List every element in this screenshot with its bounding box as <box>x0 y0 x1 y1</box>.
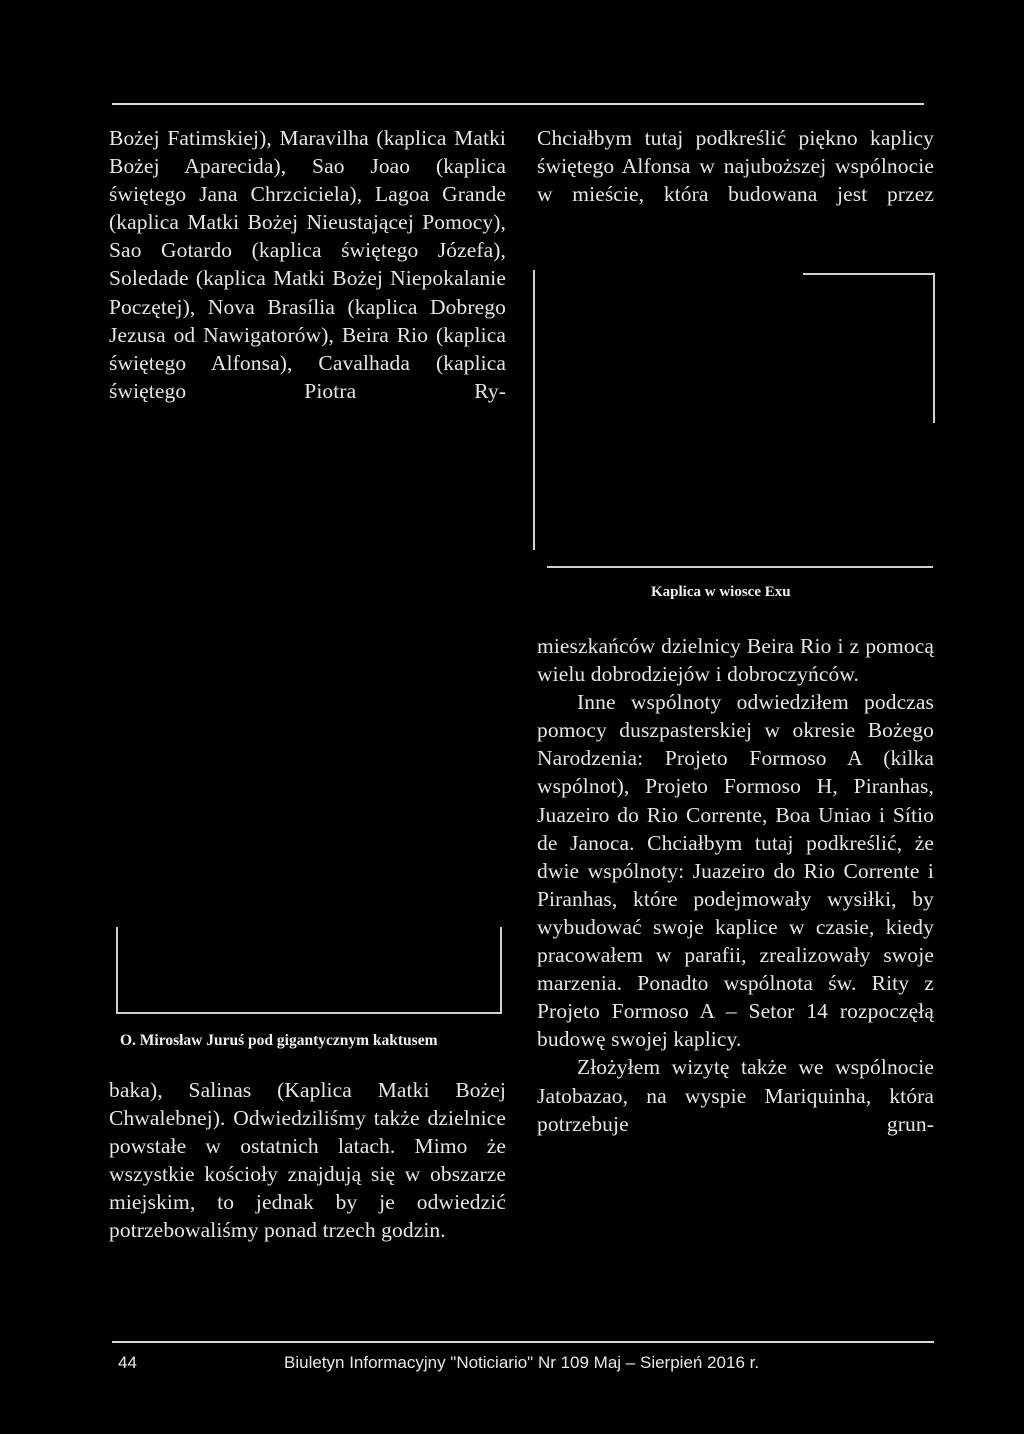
right-paragraph-1: mieszkańców dzielnicy Beira Rio i z pomocą wielu dobrodziejów i dobroczyńców. <box>537 634 934 687</box>
left-photo-caption: O. Mirosław Juruś pod gigantycznym kaktusem <box>120 1032 438 1049</box>
right-paragraph-3: Złożyłem wizytę także we wspólnocie Jatobazao, na wyspie Mariquinha, która potrzebuje grun- <box>537 1055 934 1136</box>
left-paragraph-bottom: baka), Salinas (Kaplica Matki Bożej Chwalebnej). Odwiedziliśmy także dzielnice powstałe w ostatnich latach. Mimo że wszystkie kościoły znajdują się w obszarze miejskim, to jednak by je odwiedzić potrzebowaliśmy ponad trzech godzin. <box>109 1078 506 1243</box>
right-photo-top-edge <box>803 273 935 275</box>
right-photo-caption: Kaplica w wiosce Exu <box>651 584 791 600</box>
left-paragraph-top: Bożej Fatimskiej), Maravilha (kaplica Matki Bożej Aparecida), Sao Joao (kaplica świętego Jana Chrzciciela), Lagoa Grande (kaplica Matki Bożej Nieustającej Pomocy), Sao Gotardo (kaplica świętego Józefa), Soledade (kaplica Matki Bożej Niepokalanie Poczętej), Nova Brasília (kaplica Dobrego Jezusa od Nawigatorów), Beira Rio (kaplica świętego Alfonsa), Cavalhada (kaplica świętego Piotra Ry- <box>109 126 506 403</box>
bottom-rule <box>112 1341 934 1343</box>
right-paragraph-top: Chciałbym tutaj podkreślić piękno kaplicy świętego Alfonsa w najuboższej wspólnocie w mieście, która budowana jest przez <box>537 126 934 207</box>
page-number: 44 <box>118 1353 137 1372</box>
footer-publication: Biuletyn Informacyjny "Noticiario" Nr 109 Maj – Sierpień 2016 r. <box>284 1353 760 1372</box>
right-column-top <box>537 124 934 208</box>
right-photo-left-edge <box>533 270 535 550</box>
top-rule <box>112 103 924 105</box>
right-paragraph-2: Inne wspólnoty odwiedziłem podczas pomocy duszpasterskiej w okresie Bożego Narodzenia: Projeto Formoso A (kilka wspólnot), Projeto Formoso H, Piranhas, Juazeiro do Rio Corrente, Boa Uniao i Sítio de Janoca. Chciałbym tutaj podkreślić, że dwie wspólnoty: Juazeiro do Rio Corrente i Piranhas, które podejmowały wysiłki, by wybudować swoje kaplice w czasie, kiedy pracowałem w parafii, zrealizowały swoje marzenia. Ponadto wspólnota św. Rity z Projeto Formoso A – Setor 14 rozpoczęłą budowę swojej kaplicy. <box>537 690 934 1052</box>
right-photo <box>533 270 937 570</box>
right-photo-bottom-edge <box>547 566 933 568</box>
right-photo-right-edge <box>933 273 935 423</box>
left-column <box>109 124 506 405</box>
right-column-bottom <box>537 632 934 1138</box>
left-photo <box>116 927 502 1014</box>
left-column-bottom <box>109 1076 506 1245</box>
